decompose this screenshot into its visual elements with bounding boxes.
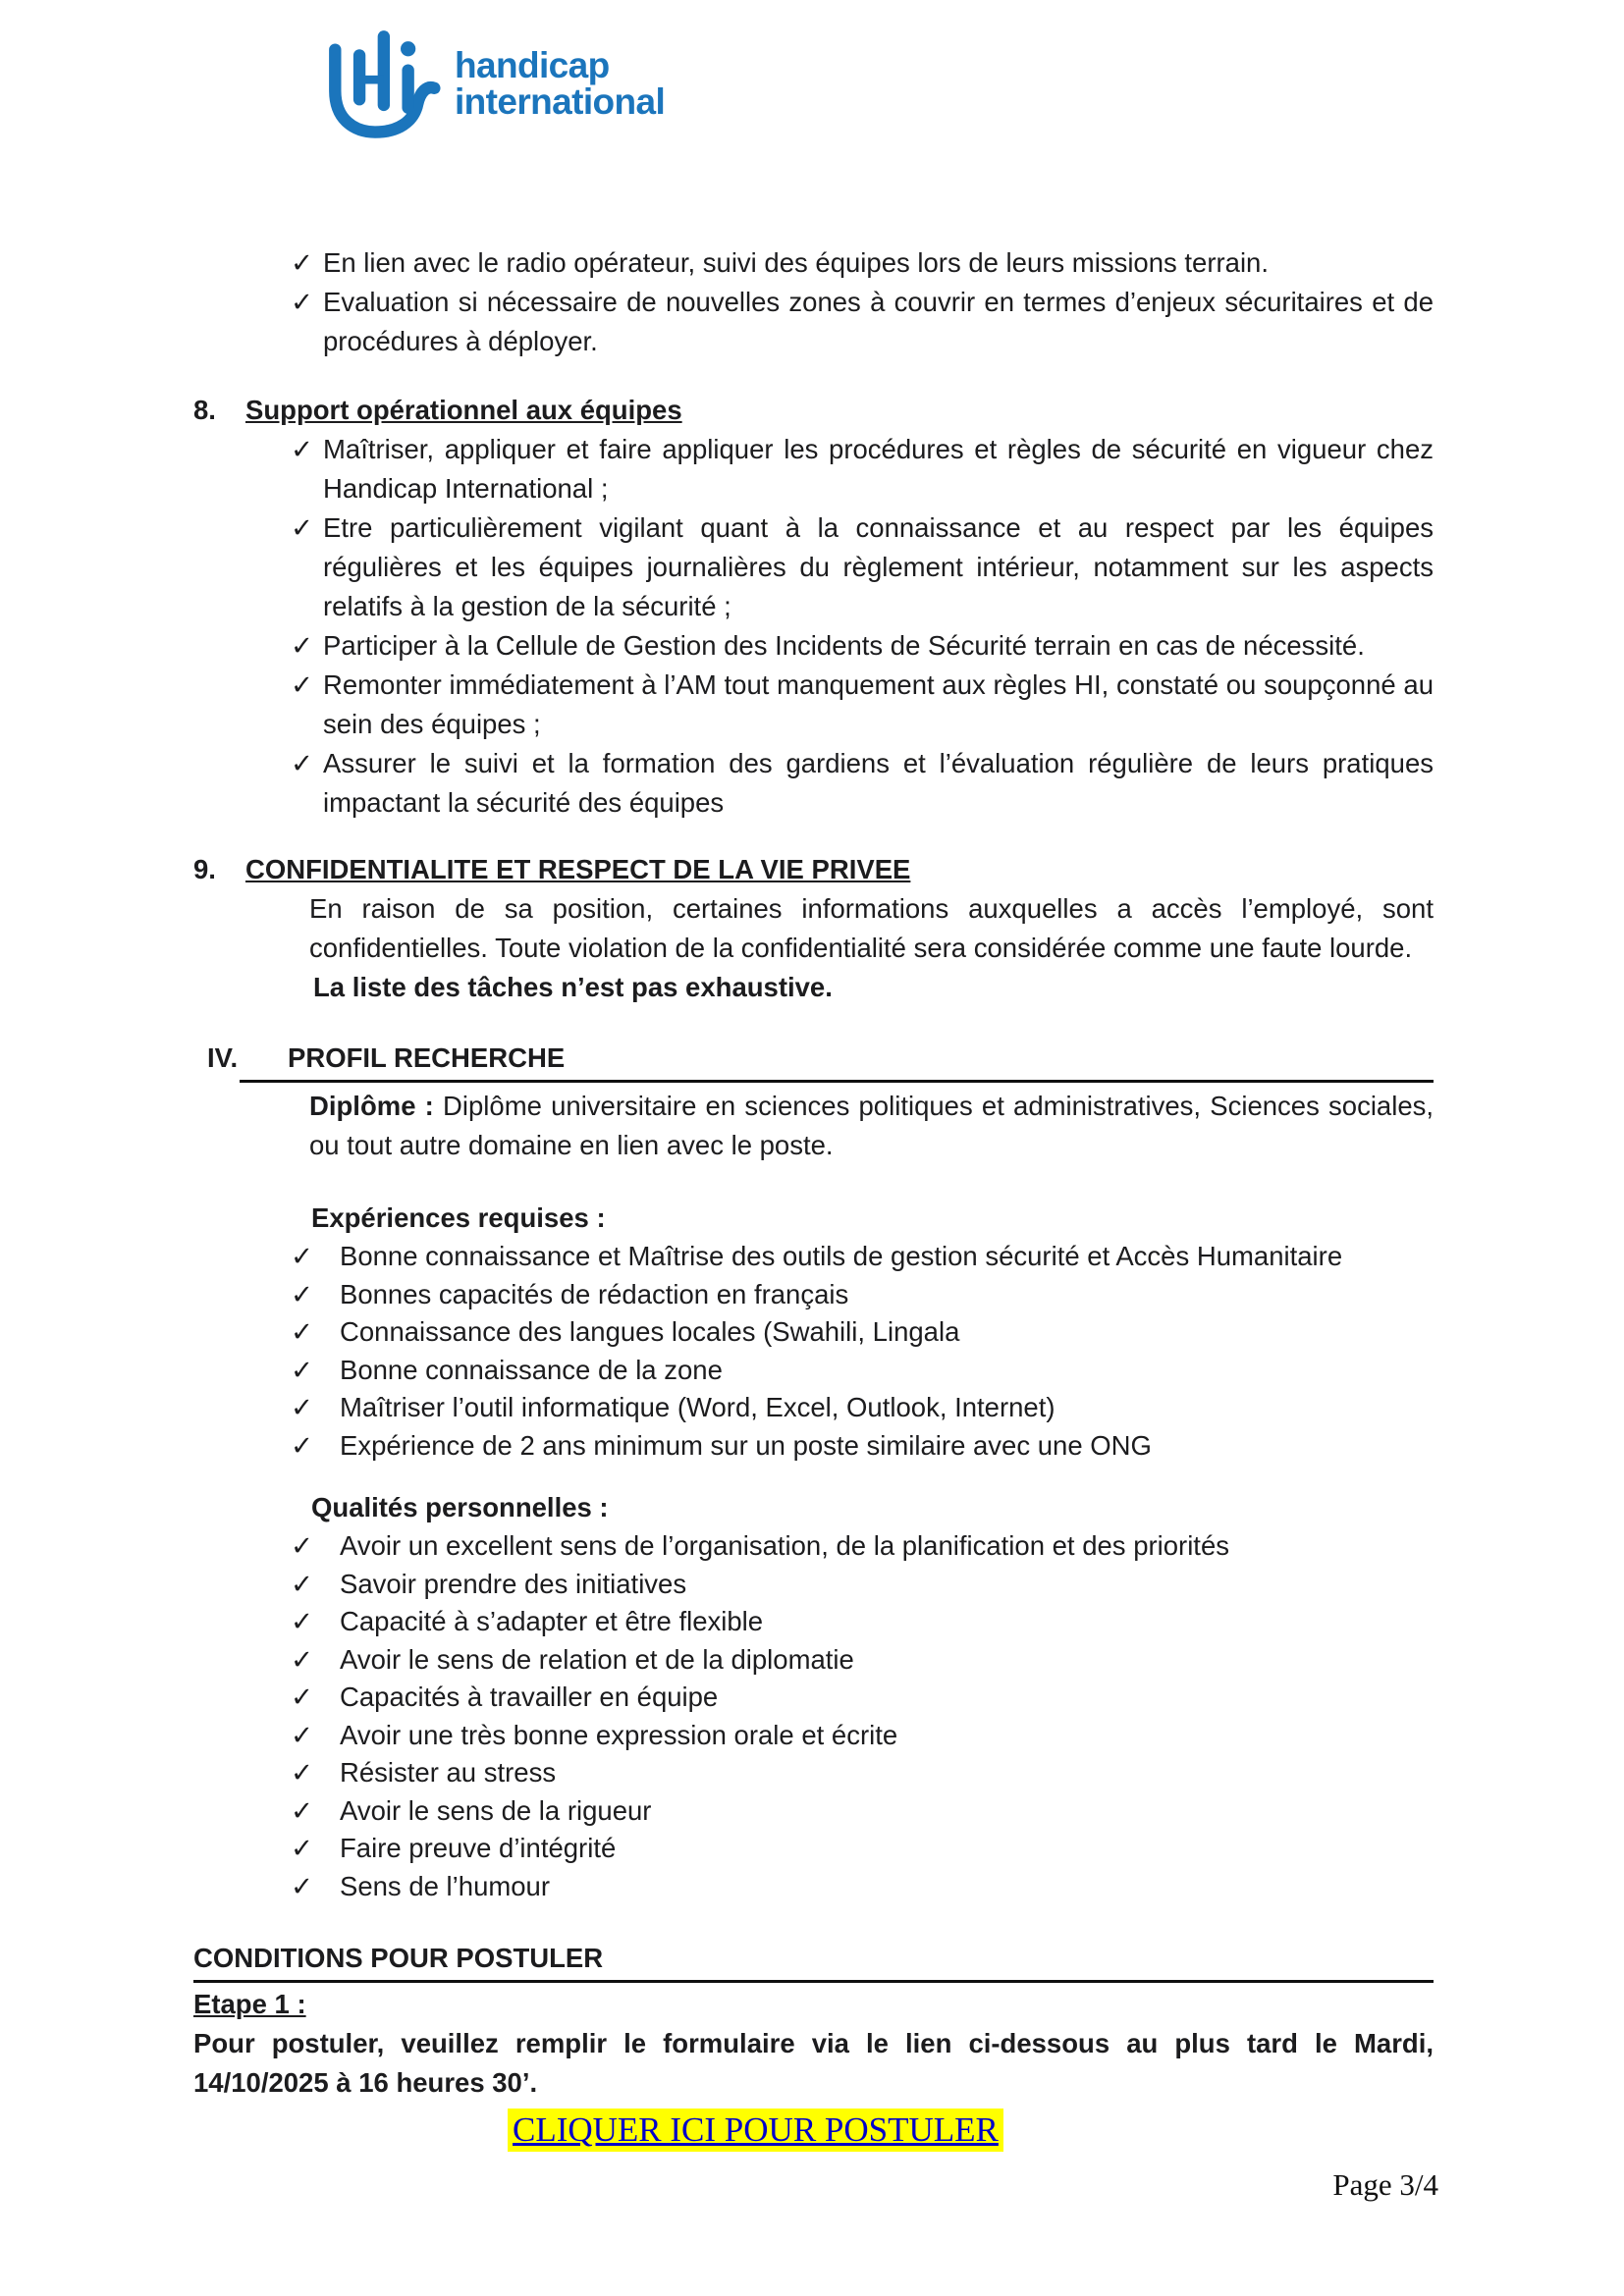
bullet-text: Assurer le suivi et la formation des gardiens et l’évaluation régulière de leurs pratiques impactant la sécurité des équipes bbox=[323, 748, 1434, 818]
bullet-item bbox=[291, 243, 1434, 283]
bullet-item bbox=[291, 1276, 1434, 1314]
bullet-text: En lien avec le radio opérateur, suivi des équipes lors de leurs missions terrain. bbox=[323, 247, 1269, 278]
bullet-text: Participer à la Cellule de Gestion des Incidents de Sécurité terrain en cas de nécessité. bbox=[323, 630, 1365, 661]
conditions-heading: CONDITIONS POUR POSTULER bbox=[193, 1943, 604, 1973]
document-content bbox=[193, 0, 1434, 2152]
bullet-item bbox=[291, 1603, 1434, 1641]
bullet-item bbox=[291, 430, 1434, 508]
bullet-text: Etre particulièrement vigilant quant à la connaissance et au respect par les équipes régulières et les équipes journalières du règlement intérieur, notamment sur les aspects relatifs à la gestion de la sécurité ; bbox=[323, 512, 1434, 621]
checkmark-icon: ✓ bbox=[291, 1757, 314, 1789]
qualites-label: Qualités personnelles : bbox=[311, 1492, 609, 1522]
bullet-text: Maîtriser, appliquer et faire appliquer les procédures et règles de sécurité en vigueur chez Handicap International ; bbox=[323, 434, 1434, 504]
checkmark-icon: ✓ bbox=[291, 434, 314, 465]
heading-rule bbox=[240, 1080, 1434, 1083]
etape-label: Etape 1 : bbox=[193, 1989, 306, 2019]
checkmark-icon: ✓ bbox=[291, 1316, 314, 1348]
bullet-item bbox=[291, 1238, 1434, 1276]
checkmark-icon: ✓ bbox=[291, 748, 314, 779]
bullet-text: Avoir un excellent sens de l’organisation, de la planification et des priorités bbox=[340, 1530, 1229, 1561]
section-9-heading bbox=[193, 850, 1434, 889]
bullet-text: Sens de l’humour bbox=[340, 1870, 551, 1901]
bullet-text: Avoir le sens de relation et de la diplomatie bbox=[340, 1643, 854, 1675]
bullet-text: Expérience de 2 ans minimum sur un poste similaire avec une ONG bbox=[340, 1429, 1152, 1461]
bullet-item bbox=[291, 1641, 1434, 1680]
tasks-note: La liste des tâches n’est pas exhaustive. bbox=[313, 972, 833, 1002]
bullet-item bbox=[291, 1679, 1434, 1717]
checkmark-icon: ✓ bbox=[291, 1392, 314, 1423]
bullet-text: Avoir une très bonne expression orale et écrite bbox=[340, 1719, 898, 1750]
section-8-heading bbox=[193, 391, 1434, 430]
bullet-item bbox=[291, 1313, 1434, 1352]
logo-word-handicap: handicap bbox=[455, 45, 610, 85]
bullet-text: Faire preuve d’intégrité bbox=[340, 1833, 617, 1863]
bullet-item bbox=[291, 283, 1434, 361]
bullet-text: Evaluation si nécessaire de nouvelles zones à couvrir en termes d’enjeux sécuritaires et de procédures à déployer. bbox=[323, 287, 1434, 356]
profil-heading bbox=[193, 1039, 1434, 1078]
bullet-item bbox=[291, 1830, 1434, 1868]
checkmark-icon: ✓ bbox=[291, 1682, 314, 1713]
qualites-list bbox=[193, 1527, 1434, 1905]
checkmark-icon: ✓ bbox=[291, 669, 314, 701]
logo-word-international: international bbox=[455, 81, 666, 122]
experiences-list bbox=[193, 1238, 1434, 1465]
bullet-item bbox=[291, 1717, 1434, 1755]
bullet-item bbox=[291, 1389, 1434, 1427]
bullet-text: Capacités à travailler en équipe bbox=[340, 1682, 719, 1712]
bullet-item bbox=[291, 744, 1434, 823]
checkmark-icon: ✓ bbox=[291, 512, 314, 544]
bullet-text: Avoir le sens de la rigueur bbox=[340, 1794, 652, 1826]
bullet-text: Connaissance des langues locales (Swahili, Lingala bbox=[340, 1316, 960, 1347]
checkmark-icon: ✓ bbox=[291, 287, 314, 318]
diplome-label: Diplôme : bbox=[309, 1091, 434, 1121]
bullet-text: Savoir prendre des initiatives bbox=[340, 1568, 687, 1599]
checkmark-icon: ✓ bbox=[291, 1241, 314, 1272]
section-9-paragraph: En raison de sa position, certaines informations auxquelles a accès l’employé, sont confidentielles. Toute violation de la confidentialité sera considérée comme une faute lourde. bbox=[309, 893, 1434, 963]
bullet-item bbox=[291, 508, 1434, 626]
experiences-label: Expériences requises : bbox=[311, 1202, 606, 1233]
checkmark-icon: ✓ bbox=[291, 1794, 314, 1827]
checkmark-icon: ✓ bbox=[291, 1429, 314, 1462]
bullet-text: Bonnes capacités de rédaction en français bbox=[340, 1278, 849, 1309]
section-number: 9. bbox=[193, 854, 216, 884]
intro-bullet-list bbox=[193, 243, 1434, 361]
checkmark-icon: ✓ bbox=[291, 247, 314, 279]
bullet-item bbox=[291, 1352, 1434, 1390]
bullet-text: Résister au stress bbox=[340, 1757, 557, 1788]
checkmark-icon: ✓ bbox=[291, 1870, 314, 1902]
apply-link[interactable]: CLIQUER ICI POUR POSTULER bbox=[508, 2109, 1003, 2152]
apply-instructions: Pour postuler, veuillez remplir le formulaire via le lien ci-dessous au plus tard le Mardi, 14/10/2025 à 16 heures 30’. bbox=[193, 2028, 1434, 2098]
diplome-paragraph bbox=[309, 1087, 1434, 1165]
bullet-text: Bonne connaissance de la zone bbox=[340, 1354, 723, 1385]
bullet-item bbox=[291, 1792, 1434, 1831]
checkmark-icon: ✓ bbox=[291, 1833, 314, 1864]
profil-number: IV. bbox=[207, 1042, 239, 1073]
bullet-item bbox=[291, 626, 1434, 666]
page-number: Page 3/4 bbox=[1332, 2167, 1438, 2202]
bullet-item bbox=[291, 1868, 1434, 1906]
bullet-item bbox=[291, 666, 1434, 744]
section-title: Support opérationnel aux équipes bbox=[245, 395, 682, 425]
checkmark-icon: ✓ bbox=[291, 1606, 314, 1637]
bullet-text: Remonter immédiatement à l’AM tout manquement aux règles HI, constaté ou soupçonné au sein des équipes ; bbox=[323, 669, 1434, 739]
section-8-list bbox=[193, 430, 1434, 823]
checkmark-icon: ✓ bbox=[291, 1530, 314, 1562]
bullet-item bbox=[291, 1566, 1434, 1604]
checkmark-icon: ✓ bbox=[291, 1568, 314, 1600]
checkmark-icon: ✓ bbox=[291, 1643, 314, 1676]
bullet-item bbox=[291, 1427, 1434, 1466]
diplome-text: Diplôme universitaire en sciences politiques et administratives, Sciences sociales, ou tout autre domaine en lien avec le poste. bbox=[309, 1091, 1435, 1160]
profil-title: PROFIL RECHERCHE bbox=[288, 1042, 566, 1073]
bullet-text: Bonne connaissance et Maîtrise des outils de gestion sécurité et Accès Humanitaire bbox=[340, 1241, 1343, 1271]
checkmark-icon: ✓ bbox=[291, 1278, 314, 1310]
section-number: 8. bbox=[193, 395, 216, 425]
bullet-item bbox=[291, 1527, 1434, 1566]
section-title: CONFIDENTIALITE ET RESPECT DE LA VIE PRIVEE bbox=[245, 854, 911, 884]
bullet-text: Maîtriser l’outil informatique (Word, Excel, Outlook, Internet) bbox=[340, 1392, 1056, 1422]
bullet-item bbox=[291, 1754, 1434, 1792]
checkmark-icon: ✓ bbox=[291, 630, 314, 662]
checkmark-icon: ✓ bbox=[291, 1719, 314, 1751]
checkmark-icon: ✓ bbox=[291, 1354, 314, 1386]
bullet-text: Capacité à s’adapter et être flexible bbox=[340, 1606, 764, 1636]
